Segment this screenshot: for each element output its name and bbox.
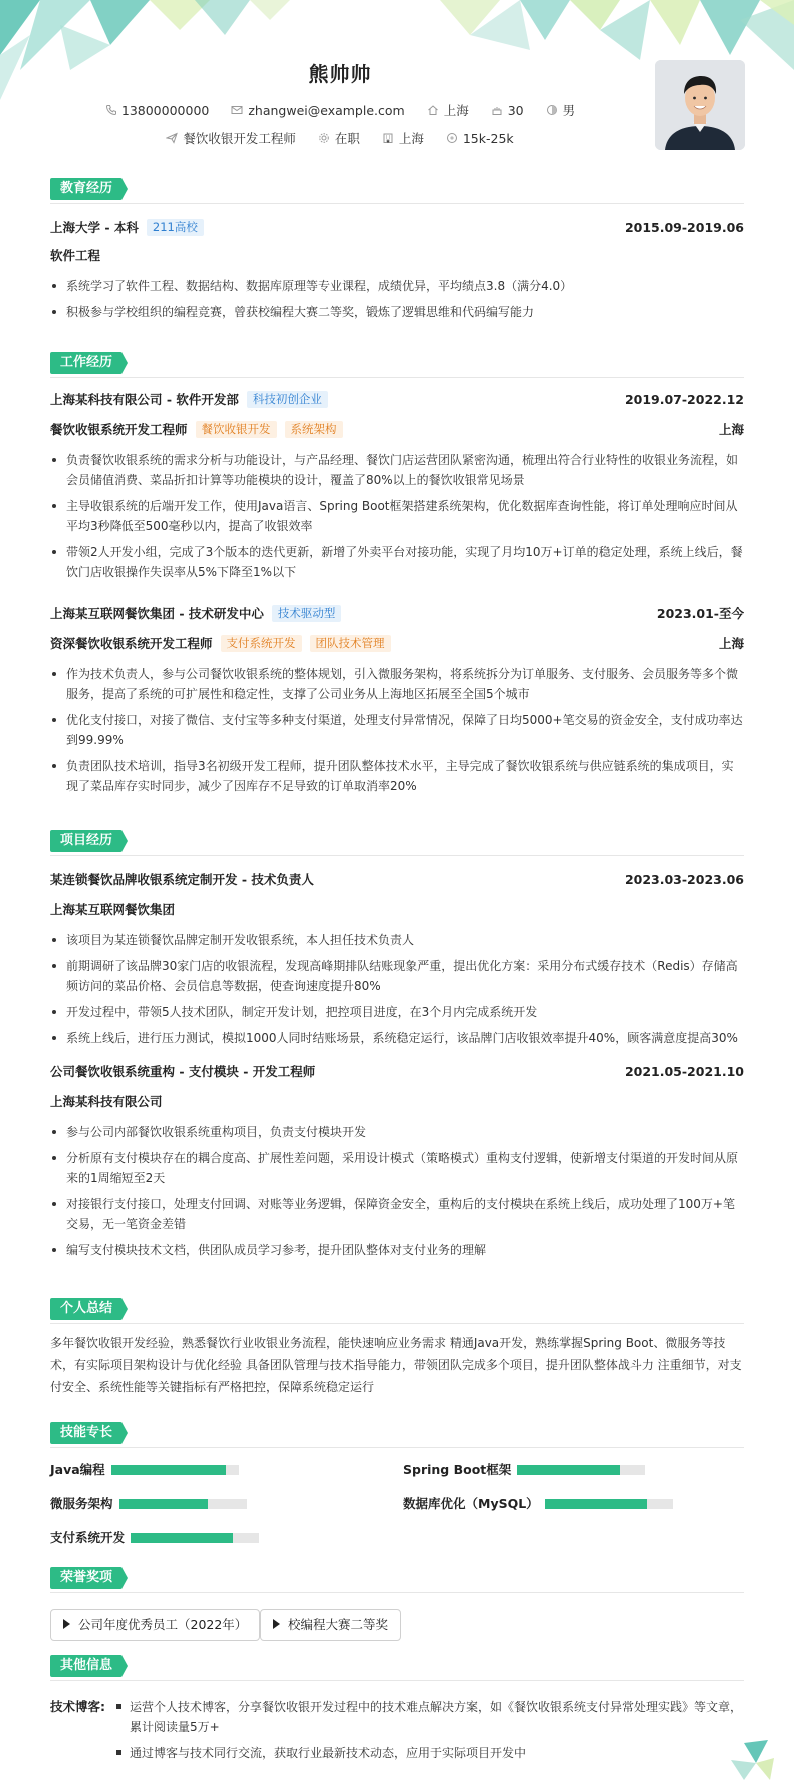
education-bullets: [50, 276, 744, 322]
title-row: [50, 634, 744, 654]
profile-photo: [655, 60, 745, 150]
project-row: [50, 870, 744, 890]
skill-name: Java编程: [50, 1462, 105, 1477]
list-item: 优化支付接口，对接了微信、支付宝等多种支付渠道，处理支付异常情况，保障了日均5000+笔交易的资金安全，支付成功率达到99.99%: [50, 710, 744, 750]
major-row: [50, 246, 744, 266]
project-org-row: [50, 900, 744, 920]
education-date: 2015.09-2019.06: [624, 220, 744, 235]
project-bullets: [50, 1122, 744, 1260]
work-date: 2019.07-2022.12: [624, 392, 744, 407]
send-icon: [166, 132, 178, 144]
list-item: 积极参与学校组织的编程竞赛，曾获校编程大赛二等奖，锻炼了逻辑思维和代码编写能力: [50, 302, 744, 322]
list-item: 编写支付模块技术文档，供团队成员学习参考，提升团队整体对支付业务的理解: [50, 1240, 744, 1260]
blog-list: [112, 1697, 744, 1769]
work-city: 上海: [718, 422, 744, 437]
company-line: [50, 390, 328, 410]
work-entry-2: [50, 604, 744, 802]
skill-name: 支付系统开发: [50, 1530, 126, 1545]
work-city: 上海: [718, 636, 744, 651]
project-org: 上海某互联网餐饮集团: [50, 902, 176, 917]
position-item: [166, 129, 296, 147]
work-title: 工作经历: [50, 352, 122, 374]
project-org-row: [50, 1092, 744, 1112]
coin-icon: [446, 132, 458, 144]
blog-label: 技术博客:: [50, 1699, 105, 1714]
skill-bar-fill: [131, 1533, 233, 1543]
skill-item: [403, 1460, 645, 1480]
school-tag: 211高校: [147, 219, 204, 236]
phone-text: 13800000000: [121, 103, 210, 118]
skill-bar: [517, 1465, 645, 1475]
education-title: 教育经历: [50, 178, 122, 200]
gender-icon: [546, 104, 558, 116]
list-item: 系统上线后，进行压力测试，模拟1000人同时结账场景，系统稳定运行，该品牌门店收银效率提升40%，顾客满意度提高30%: [50, 1028, 744, 1048]
list-item: 该项目为某连锁餐饮品牌定制开发收银系统，本人担任技术负责人: [50, 930, 744, 950]
project-entry-2: [50, 1062, 744, 1266]
project-org: 上海某科技有限公司: [50, 1094, 163, 1109]
triangle-bullet-icon: [273, 1619, 280, 1629]
other-section: [50, 1655, 744, 1760]
job-tag: 支付系统开发: [221, 635, 302, 652]
list-item: 开发过程中，带领5人技术团队，制定开发计划，把控项目进度，在3个月内完成系统开发: [50, 1002, 744, 1022]
award-item: [50, 1609, 260, 1641]
skill-bar: [119, 1499, 247, 1509]
company-line: [50, 604, 341, 624]
company-tag: 科技初创企业: [247, 391, 328, 408]
list-item: 负责餐饮收银系统的需求分析与功能设计，与产品经理、餐饮门店运营团队紧密沟通，梳理出符合行业特性的收银业务流程，如会员储值消费、菜品折扣计算等功能模块的设计，覆盖了80%以上的餐饮收银常见场景: [50, 450, 744, 490]
list-item: 通过博客与技术同行交流，获取行业最新技术动态，应用于实际项目开发中: [112, 1743, 744, 1763]
job-title-line: [50, 634, 391, 654]
education-row: [50, 218, 744, 238]
project-name: 公司餐饮收银系统重构 - 支付模块 - 开发工程师: [50, 1064, 316, 1079]
age-item: [491, 103, 524, 118]
list-item: 负责团队技术培训，指导3名初级开发工程师，提升团队整体技术水平，主导完成了餐饮收银系统与供应链系统的集成项目，实现了菜品库存实时同步，减少了因库存不足导致的订单取消率20%: [50, 756, 744, 796]
award-text: 校编程大赛二等奖: [288, 1617, 389, 1632]
skill-bar: [111, 1465, 239, 1475]
project-entry-1: [50, 870, 744, 1054]
awards-title: 荣誉奖项: [50, 1567, 122, 1589]
work-entry-1: [50, 390, 744, 588]
building-icon: [382, 132, 394, 144]
school-name: 上海大学 - 本科: [50, 220, 139, 235]
gear-icon: [318, 132, 330, 144]
skill-name: 微服务架构: [50, 1496, 113, 1511]
company-row: [50, 604, 744, 624]
education-entry: [50, 218, 744, 328]
job-info-row: [0, 129, 680, 147]
list-item: 带领2人开发小组，完成了3个版本的迭代更新，新增了外卖平台对接功能，实现了月均10万+订单的稳定处理，系统上线后，餐饮门店收银操作失误率从5%下降至1%以下: [50, 542, 744, 582]
skill-bar: [131, 1533, 259, 1543]
project-bullets: [50, 930, 744, 1048]
home-icon: [427, 104, 439, 116]
salary-item: [446, 131, 514, 146]
salary-text: 15k-25k: [462, 131, 514, 146]
work-header: [50, 352, 744, 378]
company-tag: 技术驱动型: [272, 605, 342, 622]
major-name: 软件工程: [50, 248, 101, 263]
education-header: [50, 178, 744, 204]
skill-name: 数据库优化（MySQL）: [403, 1496, 539, 1511]
list-item: 主导收银系统的后端开发工作，使用Java语言、Spring Boot框架搭建系统架构，优化数据库查询性能，将订单处理响应时间从平均3秒降低至500毫秒以内，提高了收银效率: [50, 496, 744, 536]
skills-title: 技能专长: [50, 1422, 122, 1444]
project-header: [50, 830, 744, 856]
project-title: 项目经历: [50, 830, 122, 852]
candidate-name: 熊帅帅: [308, 62, 372, 86]
summary-section: [50, 1298, 744, 1394]
skill-bar-fill: [119, 1499, 209, 1509]
triangle-bullet-icon: [63, 1619, 70, 1629]
phone-icon: [105, 104, 117, 116]
company-name: 上海某互联网餐饮集团 - 技术研发中心: [50, 606, 264, 621]
project-row: [50, 1062, 744, 1082]
skill-item: [50, 1528, 259, 1548]
phone-item: [105, 103, 209, 118]
skill-bar-fill: [111, 1465, 226, 1475]
skills-header: [50, 1422, 744, 1448]
location-item: [427, 101, 469, 119]
job-tag: 系统架构: [285, 421, 343, 438]
skill-bar: [545, 1499, 673, 1509]
age-text: 30: [507, 103, 524, 118]
list-item: 运营个人技术博客，分享餐饮收银开发过程中的技术难点解决方案，如《餐饮收银系统支付异常处理实践》等文章，累计阅读量5万+: [112, 1697, 744, 1737]
education-section: [50, 178, 744, 319]
award-text: 公司年度优秀员工（2022年）: [78, 1617, 248, 1632]
company-row: [50, 390, 744, 410]
mail-icon: [231, 104, 243, 116]
project-date: 2023.03-2023.06: [624, 872, 744, 887]
status-text: 在职: [334, 131, 360, 146]
email-text: zhangwei@example.com: [248, 103, 405, 118]
skill-item: [403, 1494, 673, 1514]
list-item: 作为技术负责人，参与公司餐饮收银系统的整体规划，引入微服务架构，将系统拆分为订单服务、支付服务、会员服务等多个微服务，提高了系统的可扩展性和稳定性，支撑了公司业务从上海地区拓展至全国5个城市: [50, 664, 744, 704]
job-title: 餐饮收银系统开发工程师: [50, 422, 188, 437]
list-item: 对接银行支付接口，处理支付回调、对账等业务逻辑，保障资金安全，重构后的支付模块在系统上线后，成功处理了100万+笔交易，无一笔资金差错: [50, 1194, 744, 1234]
other-header: [50, 1655, 744, 1681]
project-name: 某连锁餐饮品牌收银系统定制开发 - 技术负责人: [50, 872, 314, 887]
list-item: 系统学习了软件工程、数据结构、数据库原理等专业课程，成绩优异，平均绩点3.8（满分4.0）: [50, 276, 744, 296]
skills-section: [50, 1422, 744, 1545]
email-item: [231, 103, 404, 118]
award-item: [260, 1609, 401, 1641]
work-date: 2023.01-至今: [656, 606, 744, 621]
work-bullets: [50, 450, 744, 582]
project-date: 2021.05-2021.10: [624, 1064, 744, 1079]
summary-title: 个人总结: [50, 1298, 122, 1320]
list-item: 参与公司内部餐饮收银系统重构项目，负责支付模块开发: [50, 1122, 744, 1142]
other-title: 其他信息: [50, 1655, 122, 1677]
job-title: 资深餐饮收银系统开发工程师: [50, 636, 213, 651]
work-bullets: [50, 664, 744, 796]
awards-header: [50, 1567, 744, 1593]
list-item: 分析原有支付模块存在的耦合度高、扩展性差问题，采用设计模式（策略模式）重构支付逻辑，使新增支付渠道的开发时间从原来的1周缩短至2天: [50, 1148, 744, 1188]
contact-info-row: [0, 101, 680, 119]
work-section: [50, 352, 744, 793]
corner-triangle-decoration: [726, 1738, 776, 1783]
skill-bar-fill: [545, 1499, 647, 1509]
avatar: [655, 60, 745, 150]
skill-bar-fill: [517, 1465, 619, 1475]
status-item: [318, 129, 360, 147]
job-title-line: [50, 420, 343, 440]
school-line: [50, 218, 204, 238]
location-text: 上海: [443, 103, 469, 118]
company-name: 上海某科技有限公司 - 软件开发部: [50, 392, 239, 407]
skill-name: Spring Boot框架: [403, 1462, 512, 1477]
gender-text: 男: [562, 103, 576, 118]
title-row: [50, 420, 744, 440]
list-item: 前期调研了该品牌30家门店的收银流程，发现高峰期排队结账现象严重，提出优化方案：采用分布式缓存技术（Redis）存储高频访问的菜品价格、会员信息等数据，使查询速度提升80%: [50, 956, 744, 996]
cake-icon: [491, 104, 503, 116]
target-city-item: [382, 129, 424, 147]
job-tag: 餐饮收银开发: [196, 421, 277, 438]
target-city-text: 上海: [398, 131, 424, 146]
skill-item: [50, 1460, 239, 1480]
job-tag: 团队技术管理: [310, 635, 391, 652]
skill-item: [50, 1494, 247, 1514]
project-section: [50, 830, 744, 1257]
summary-text: 多年餐饮收银开发经验，熟悉餐饮行业收银业务流程，能快速响应业务需求 精通Java开发，熟练掌握Spring Boot、微服务等技术，有实际项目架构设计与优化经验 具备团队管理与技术指导能力，带领团队完成多个项目，提升团队整体战斗力 注重细节，对支付安全、系统性能等关键指标有严格把控，保障系统稳定运行: [50, 1336, 742, 1394]
gender-item: [546, 101, 576, 119]
awards-section: [50, 1567, 744, 1632]
position-text: 餐饮收银开发工程师: [183, 131, 296, 146]
summary-header: [50, 1298, 744, 1324]
